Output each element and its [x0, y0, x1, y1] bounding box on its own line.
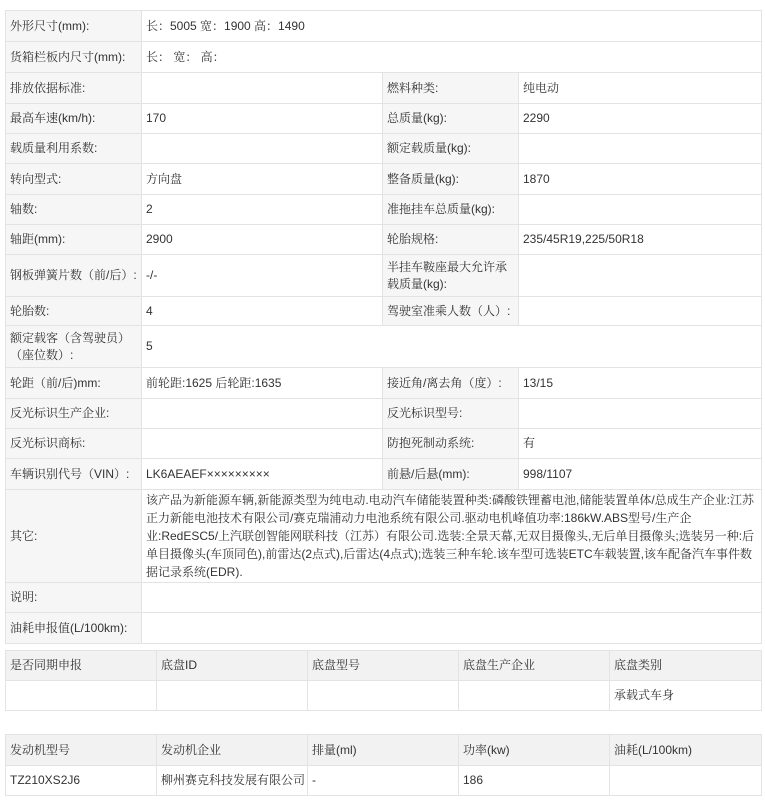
spec-row — [6, 104, 762, 134]
spec-row — [6, 429, 762, 459]
table-row — [6, 766, 762, 796]
cargo-label: 货箱栏板内尺寸(mm): — [6, 42, 142, 73]
note-value — [142, 583, 762, 613]
spec-value — [519, 195, 762, 225]
column-header: 发动机企业 — [157, 735, 308, 766]
spec-row — [6, 134, 762, 164]
table-cell: 柳州赛克科技发展有限公司 — [157, 766, 308, 796]
table-cell — [459, 681, 610, 711]
spec-row — [6, 195, 762, 225]
spec-label: 钢板弹簧片数（前/后）: — [6, 255, 142, 297]
dims-label: 外形尺寸(mm): — [6, 11, 142, 42]
spec-value: LK6AEAEF××××××××× — [142, 459, 383, 490]
seats-value: 5 — [142, 326, 762, 368]
other-value: 该产品为新能源车辆,新能源类型为纯电动.电动汽车储能装置种类:磷酸铁锂蓄电池,储能装置单体/总成生产企业:江苏正力新能电池技术有限公司/赛克瑞浦动力电池系统有限公司.驱动电机峰值功率:186kW.ABS型号/生产企业:RedESC5/上汽联创智能网联科技（江苏）有限公司.选装:全景天幕,无双目摄像头,无后单目摄像头;选装另一种:后单目摄像头(车顶同色),前雷达(2点式),后雷达(4点式);选装三种车轮.该车型可选装ETC车载装置,该车配备汽车事件数据记录系统(EDR). — [142, 490, 762, 583]
column-header: 功率(kw) — [459, 735, 610, 766]
spec-label: 最高车速(km/h): — [6, 104, 142, 134]
spec-row-other — [6, 490, 762, 583]
spec-row-note — [6, 583, 762, 613]
spec-row — [6, 255, 762, 297]
spec-label: 准拖挂车总质量(kg): — [383, 195, 519, 225]
spec-value: 2290 — [519, 104, 762, 134]
spec-value: 13/15 — [519, 368, 762, 399]
column-header: 是否同期申报 — [6, 651, 157, 681]
spec-value: 4 — [142, 297, 383, 326]
spec-row — [6, 368, 762, 399]
spec-table — [5, 10, 762, 644]
chassis-header-row — [6, 651, 762, 681]
spec-label: 轴距(mm): — [6, 225, 142, 255]
fuel-value — [142, 613, 762, 644]
table-cell: 承载式车身 — [610, 681, 762, 711]
column-header: 底盘生产企业 — [459, 651, 610, 681]
spec-label: 轴数: — [6, 195, 142, 225]
dims-value: 长：5005 宽：1900 高：1490 — [142, 11, 762, 42]
table-row — [6, 681, 762, 711]
column-header: 底盘ID — [157, 651, 308, 681]
spec-value: 有 — [519, 429, 762, 459]
spec-label: 总质量(kg): — [383, 104, 519, 134]
spec-label: 轮距（前/后)mm: — [6, 368, 142, 399]
spec-label: 防抱死制动系统: — [383, 429, 519, 459]
spec-value — [142, 134, 383, 164]
spec-value — [142, 399, 383, 429]
cargo-value: 长： 宽： 高： — [142, 42, 762, 73]
column-header: 发动机型号 — [6, 735, 157, 766]
table-cell: 186 — [459, 766, 610, 796]
spec-label: 轮胎数: — [6, 297, 142, 326]
spec-row-cargo — [6, 42, 762, 73]
spec-label: 半挂车鞍座最大允许承载质量(kg): — [383, 255, 519, 297]
spec-row — [6, 459, 762, 490]
note-label: 说明: — [6, 583, 142, 613]
spec-value: 235/45R19,225/50R18 — [519, 225, 762, 255]
spec-label: 车辆识别代号（VIN）: — [6, 459, 142, 490]
table-cell — [157, 681, 308, 711]
spec-label: 载质量利用系数: — [6, 134, 142, 164]
table-cell — [6, 681, 157, 711]
spec-row-seats — [6, 326, 762, 368]
spec-value — [519, 255, 762, 297]
spec-row — [6, 225, 762, 255]
spec-value: 2 — [142, 195, 383, 225]
table-cell: - — [308, 766, 459, 796]
spec-label: 轮胎规格: — [383, 225, 519, 255]
column-header: 排量(ml) — [308, 735, 459, 766]
spec-value — [519, 134, 762, 164]
spec-value: 2900 — [142, 225, 383, 255]
spec-value — [519, 399, 762, 429]
spec-value: 1870 — [519, 164, 762, 195]
spec-value: 纯电动 — [519, 73, 762, 104]
spec-label: 整备质量(kg): — [383, 164, 519, 195]
chassis-table — [5, 650, 762, 711]
table-cell — [610, 766, 762, 796]
spec-label: 反光标识商标: — [6, 429, 142, 459]
spec-row — [6, 297, 762, 326]
fuel-label: 油耗申报值(L/100km): — [6, 613, 142, 644]
spec-label: 接近角/离去角（度）: — [383, 368, 519, 399]
spec-row-dimensions — [6, 11, 762, 42]
engine-header-row — [6, 735, 762, 766]
spec-label: 燃料种类: — [383, 73, 519, 104]
spec-label: 反光标识生产企业: — [6, 399, 142, 429]
spec-row-fuel — [6, 613, 762, 644]
column-header: 底盘类别 — [610, 651, 762, 681]
spec-value — [142, 73, 383, 104]
column-header: 油耗(L/100km) — [610, 735, 762, 766]
spec-value — [519, 297, 762, 326]
spec-value: -/- — [142, 255, 383, 297]
other-label: 其它: — [6, 490, 142, 583]
spec-row — [6, 399, 762, 429]
spec-value: 前轮距:1625 后轮距:1635 — [142, 368, 383, 399]
engine-table — [5, 734, 762, 796]
spec-label: 转向型式: — [6, 164, 142, 195]
column-header: 底盘型号 — [308, 651, 459, 681]
spec-label: 排放依据标准: — [6, 73, 142, 104]
spec-label: 前悬/后悬(mm): — [383, 459, 519, 490]
seats-label: 额定载客（含驾驶员）（座位数）: — [6, 326, 142, 368]
spec-label: 额定载质量(kg): — [383, 134, 519, 164]
table-cell — [308, 681, 459, 711]
table-cell: TZ210XS2J6 — [6, 766, 157, 796]
spec-value: 998/1107 — [519, 459, 762, 490]
spec-value — [142, 429, 383, 459]
spec-row — [6, 164, 762, 195]
spec-row — [6, 73, 762, 104]
spec-label: 反光标识型号: — [383, 399, 519, 429]
spec-value: 方向盘 — [142, 164, 383, 195]
spec-value: 170 — [142, 104, 383, 134]
spec-label: 驾驶室准乘人数（人）: — [383, 297, 519, 326]
